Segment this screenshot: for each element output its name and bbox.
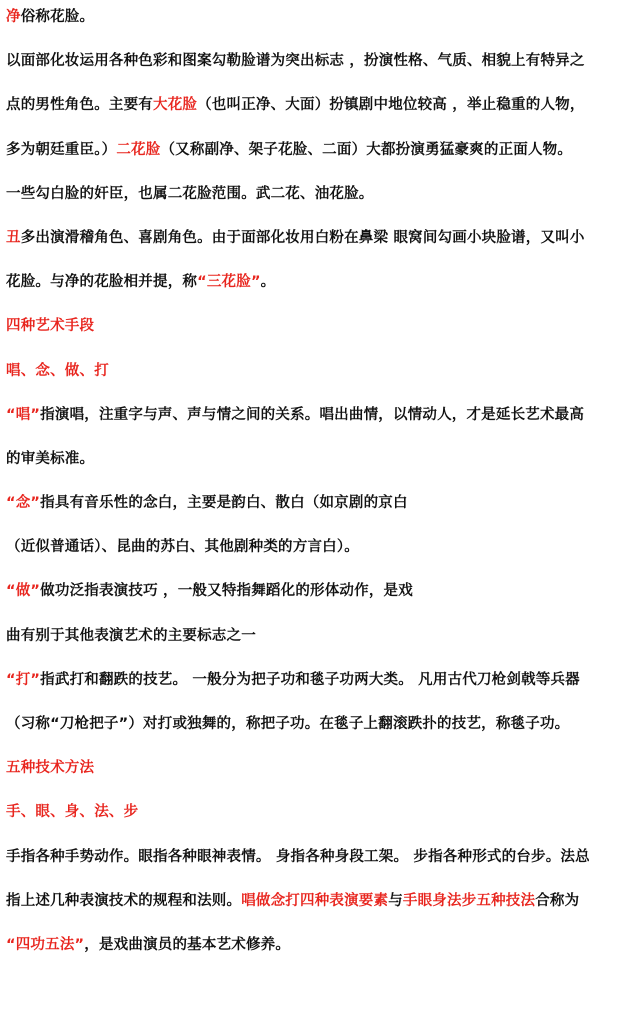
text-line-5	[6, 184, 630, 204]
text-line-17	[6, 714, 630, 734]
highlighted-term: “三花脸”	[197, 274, 261, 291]
text-segment: 一些勾白脸的奸臣，也属二花脸范围。武二花、油花脸。	[6, 185, 374, 202]
text-segment: 指武打和翻跌的技艺。 一般分为把子功和毯子功两大类。 凡用古代刀枪剑戟等兵器	[40, 671, 580, 688]
text-line-3	[6, 95, 630, 115]
text-segment: 。	[260, 274, 276, 291]
highlighted-term: “念”	[6, 495, 41, 512]
text-line-10	[6, 405, 630, 425]
text-segment: （习称“刀枪把子”）对打或独舞的，称把子功。在毯子上翻滚跌扑的技艺，称毯子功。	[6, 716, 570, 732]
text-line-13	[6, 537, 630, 557]
text-line-18	[6, 758, 630, 778]
text-line-2	[6, 51, 630, 71]
text-line-14	[6, 581, 630, 601]
highlighted-term: “做”	[6, 583, 41, 600]
text-segment: 曲有别于其他表演艺术的主要标志之一	[6, 627, 256, 644]
text-line-22	[6, 935, 630, 955]
highlighted-term: 五种技术方法	[6, 760, 95, 777]
text-segment: （也叫正净、大面）扮镇剧中地位较高 ，举止稳重的人物，	[197, 97, 585, 114]
text-segment: （又称副净、架子花脸、二面）大都扮演勇猛豪爽的正面人物。	[160, 141, 573, 158]
text-segment: 与	[388, 892, 403, 909]
highlighted-term: 手、眼、身、法、步	[6, 804, 139, 821]
text-segment: 指具有音乐性的念白，主要是韵白、散白（如京剧的京白	[40, 495, 408, 512]
text-line-4	[6, 140, 630, 160]
text-segment: 花脸。与净的花脸相并提，称	[6, 274, 198, 291]
text-line-15	[6, 626, 630, 646]
highlighted-term: 手眼身法步五种技法	[402, 892, 536, 909]
highlighted-term: 净	[6, 9, 21, 25]
highlighted-term: 唱、念、做、打	[6, 362, 109, 379]
highlighted-term: 唱做念打四种表演要素	[241, 892, 389, 909]
text-line-12	[6, 493, 630, 513]
text-segment: 手指各种手势动作。眼指各种眼神表情。 身指各种身段工架。 步指各种形式的台步。法总	[6, 848, 590, 865]
text-line-20	[6, 847, 630, 867]
text-segment: 多为朝廷重臣。）	[6, 141, 117, 158]
text-segment: 合称为	[535, 892, 580, 909]
text-segment: 点的男性角色。主要有	[6, 97, 153, 114]
text-segment: 做功泛指表演技巧 ，一般又特指舞蹈化的形体动作，是戏	[40, 583, 413, 600]
text-line-16	[6, 670, 630, 690]
text-segment: 多出演滑稽角色、喜剧角色。由于面部化妆用白粉在鼻梁 眼窝间勾画小块脸谱，又叫小	[20, 229, 585, 246]
text-segment: （近似普通话）、昆曲的苏白、其他剧种类的方言白）。	[6, 539, 359, 556]
text-segment: 的审美标准。	[6, 450, 95, 467]
highlighted-term: 大花脸	[153, 97, 198, 114]
text-line-1	[6, 7, 630, 27]
highlighted-term: 二花脸	[116, 141, 161, 158]
highlighted-term: 丑	[6, 229, 21, 246]
document-body	[6, 7, 630, 955]
text-segment: 指演唱，注重字与声、声与情之间的关系。唱出曲情，以情动人，才是延长艺术最高	[40, 406, 585, 423]
text-line-19	[6, 802, 630, 822]
text-line-7	[6, 272, 630, 292]
text-segment: 以面部化妆运用各种色彩和图案勾勒脸谱为突出标志 ，扮演性格、气质、相貌上有特异之	[6, 53, 585, 70]
text-segment: ，是戏曲演员的基本艺术修养。	[84, 936, 291, 953]
text-line-8	[6, 316, 630, 336]
text-segment: 俗称花脸。	[20, 9, 95, 25]
text-line-11	[6, 449, 630, 469]
text-line-21	[6, 891, 630, 911]
highlighted-term: “打”	[6, 671, 41, 688]
text-segment: 指上述几种表演技术的规程和法则。	[6, 892, 242, 909]
highlighted-term: “四功五法”	[6, 936, 85, 953]
highlighted-term: “唱”	[6, 406, 41, 423]
text-line-6	[6, 228, 630, 248]
text-line-9	[6, 361, 630, 381]
highlighted-term: 四种艺术手段	[6, 318, 95, 335]
